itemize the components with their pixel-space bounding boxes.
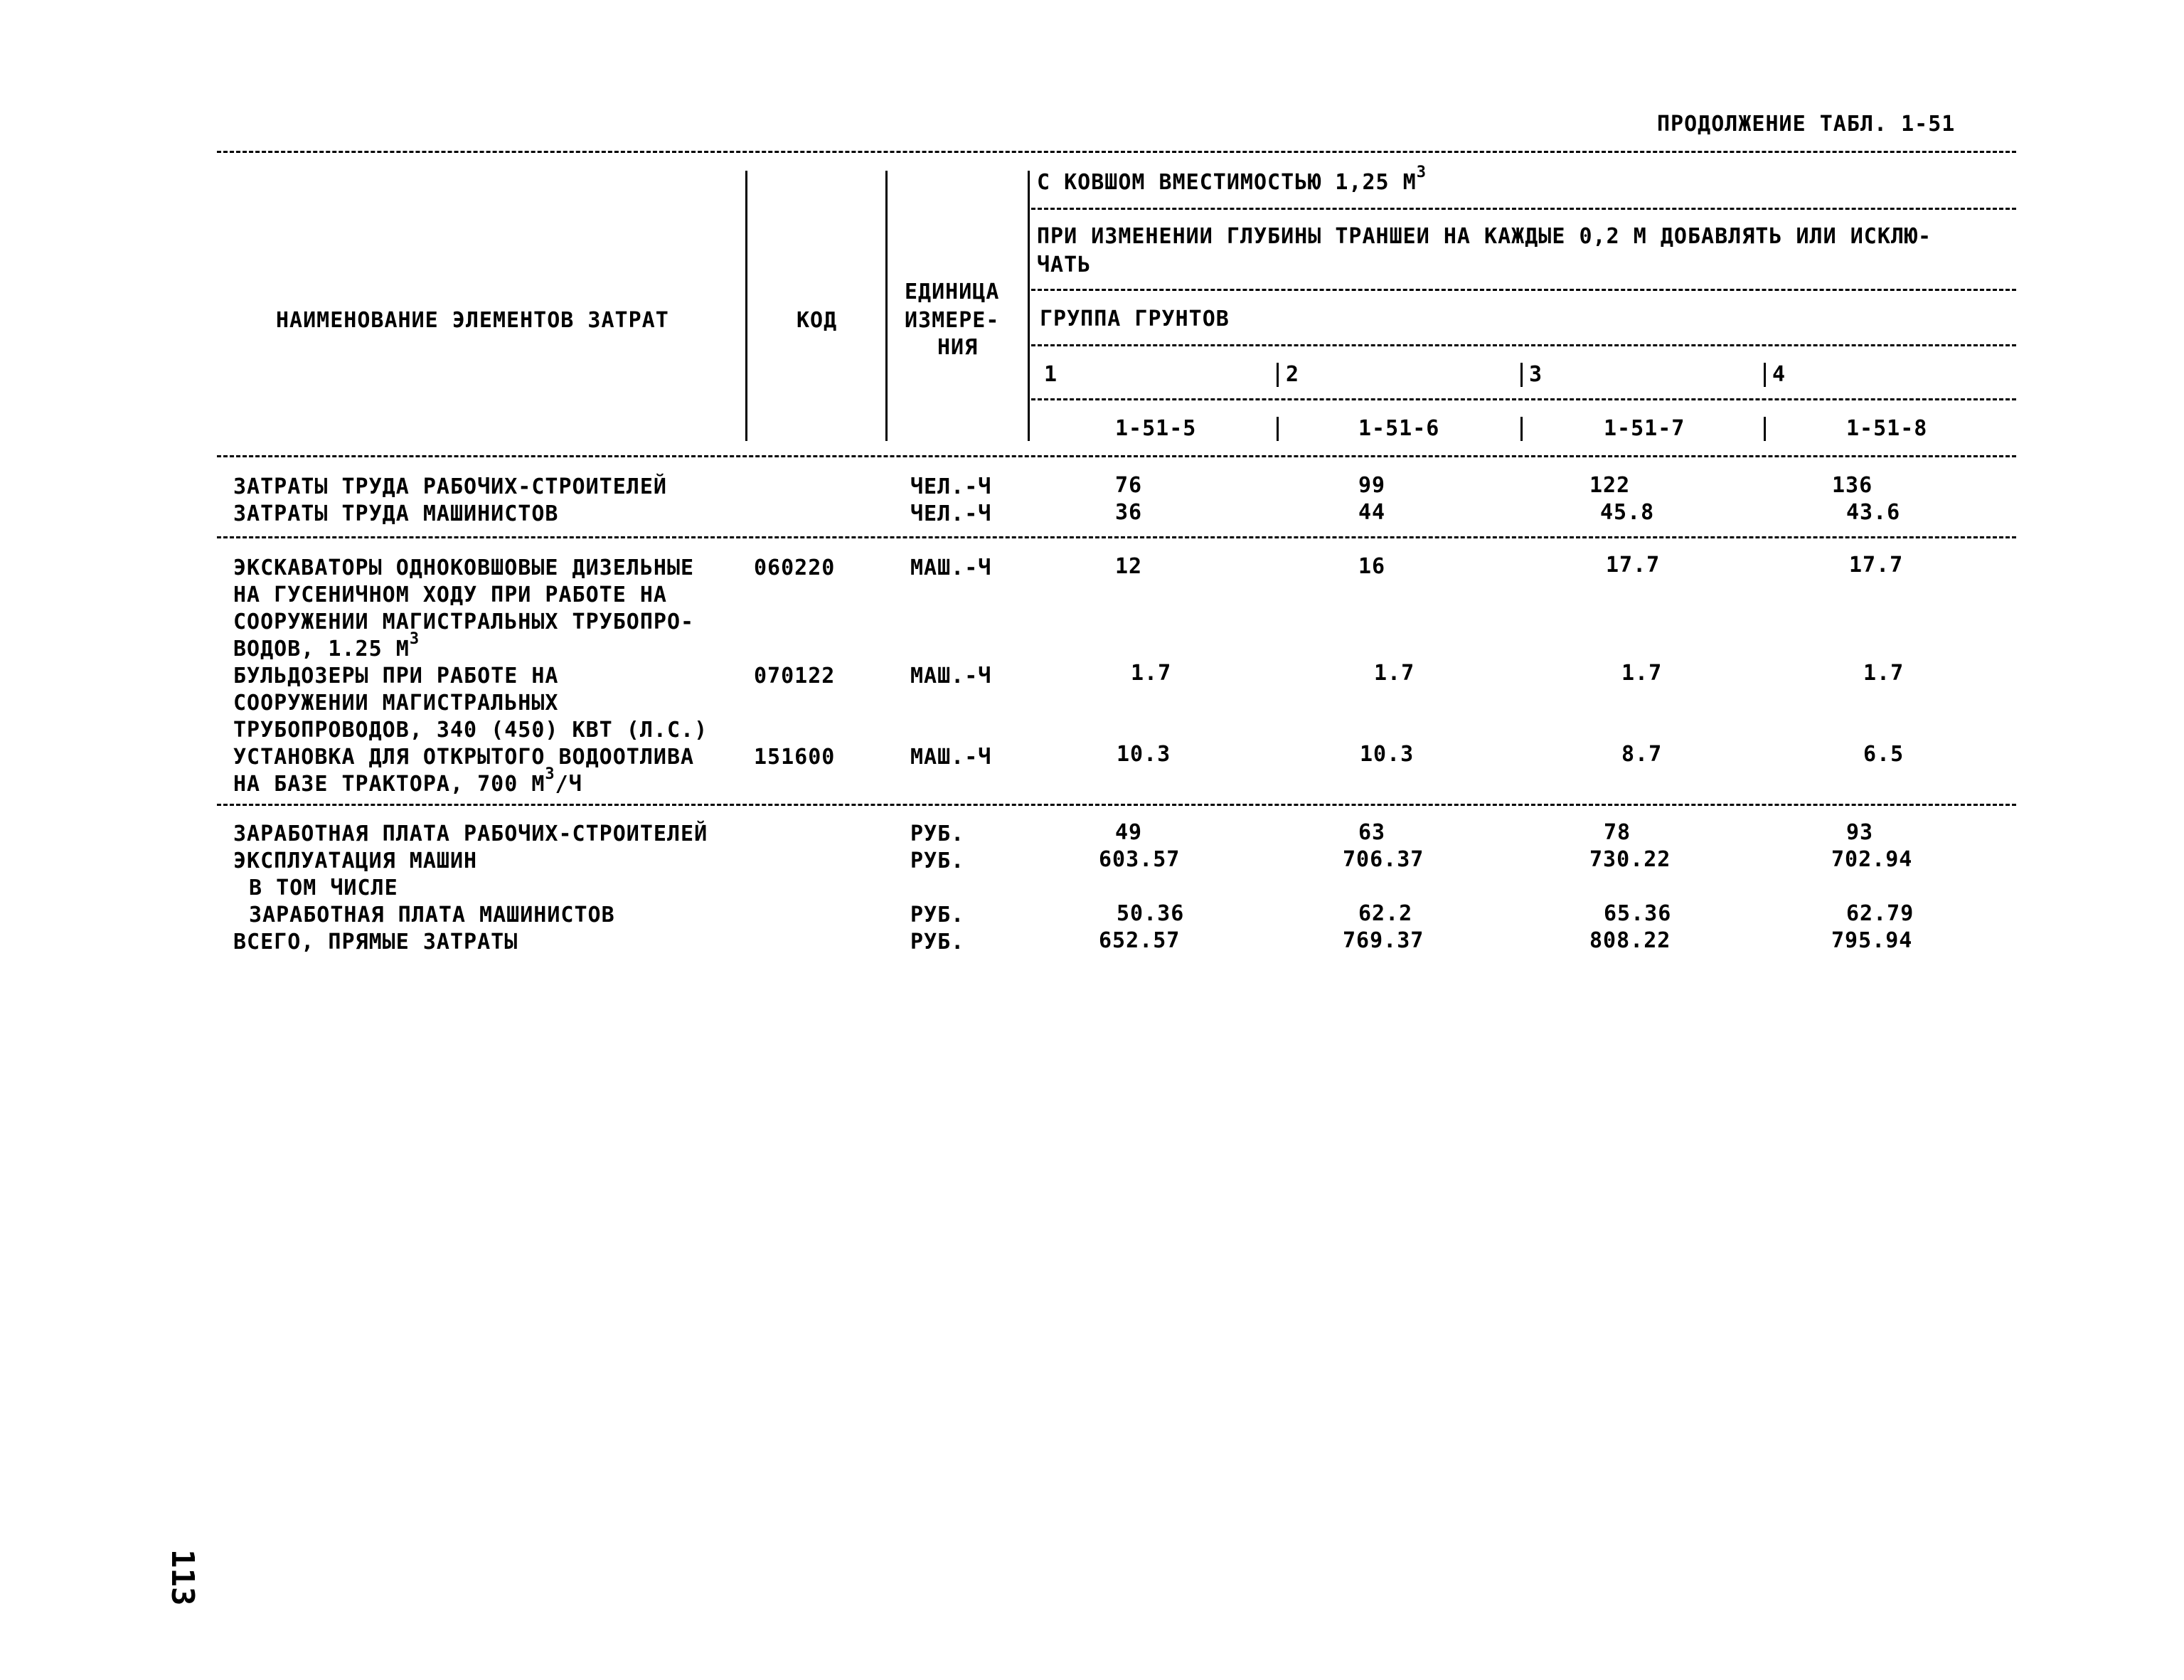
group-1: 1 bbox=[1044, 362, 1058, 387]
machine-excavator-val-3: 17.7 bbox=[1606, 553, 1661, 578]
machine-excavator-sup: 3 bbox=[409, 630, 420, 648]
cost-wages-val-4: 93 bbox=[1846, 820, 1874, 845]
page-header: ПРОДОЛЖЕНИЕ ТАБЛ. 1-51 bbox=[1657, 112, 1956, 137]
machine-excavator-val-4: 17.7 bbox=[1849, 553, 1904, 578]
labor-workers-val-2: 99 bbox=[1358, 473, 1386, 498]
machine-pump-val-4: 6.5 bbox=[1863, 742, 1905, 767]
labor-workers-name: ЗАТРАТЫ ТРУДА РАБОЧИХ-СТРОИТЕЛЕЙ bbox=[233, 474, 667, 499]
machine-excavator-line1: ЭКСКАВАТОРЫ ОДНОКОВШОВЫЕ ДИЗЕЛЬНЫЕ bbox=[233, 555, 695, 580]
cost-machines-name: ЭКСПЛУАТАЦИЯ МАШИН bbox=[233, 849, 478, 873]
machine-pump-line2-text: НА БАЗЕ ТРАКТОРА, 700 М bbox=[233, 772, 545, 797]
machine-excavator-line4-text: ВОДОВ, 1.25 М bbox=[233, 637, 410, 661]
cost-total-val-2: 769.37 bbox=[1343, 928, 1424, 953]
machine-bulldozer-val-4: 1.7 bbox=[1863, 661, 1905, 686]
machines-bottom-rule bbox=[217, 804, 2016, 806]
labor-operators-name: ЗАТРАТЫ ТРУДА МАШИНИСТОВ bbox=[233, 501, 559, 526]
cost-machines-val-1: 603.57 bbox=[1099, 847, 1181, 872]
cost-machines-val-3: 730.22 bbox=[1589, 847, 1671, 872]
machine-excavator-line4 bbox=[233, 630, 420, 663]
cost-total-name: ВСЕГО, ПРЯМЫЕ ЗАТРАТЫ bbox=[233, 930, 518, 955]
header-bucket-sup: 3 bbox=[1416, 164, 1427, 181]
code-divider-4 bbox=[1764, 417, 1766, 441]
code-2: 1-51-6 bbox=[1358, 416, 1440, 441]
cost-wages-val-2: 63 bbox=[1358, 820, 1386, 845]
cost-operator-wages-unit: РУБ. bbox=[910, 903, 965, 927]
header-rule-4 bbox=[1031, 398, 2016, 400]
machine-excavator-code: 060220 bbox=[754, 555, 836, 580]
machine-excavator-val-2: 16 bbox=[1358, 554, 1386, 579]
cost-wages-unit: РУБ. bbox=[910, 822, 965, 846]
header-rule-3 bbox=[1031, 344, 2016, 346]
labor-operators-val-4: 43.6 bbox=[1846, 500, 1901, 525]
machine-bulldozer-code: 070122 bbox=[754, 664, 836, 689]
machine-bulldozer-line1: БУЛЬДОЗЕРЫ ПРИ РАБОТЕ НА bbox=[233, 664, 559, 689]
cost-operator-wages-val-3: 65.36 bbox=[1604, 901, 1672, 926]
cost-total-val-1: 652.57 bbox=[1099, 928, 1181, 953]
group-2: 2 bbox=[1286, 362, 1300, 387]
group-divider-2 bbox=[1277, 363, 1279, 387]
header-bucket-text: С КОВШОМ ВМЕСТИМОСТЬЮ 1,25 М bbox=[1037, 170, 1417, 195]
machine-bulldozer-val-3: 1.7 bbox=[1621, 661, 1663, 686]
cost-total-unit: РУБ. bbox=[910, 930, 965, 955]
machine-pump-line2-unit: /Ч bbox=[555, 772, 582, 797]
code-1: 1-51-5 bbox=[1115, 416, 1197, 441]
labor-workers-val-1: 76 bbox=[1115, 473, 1143, 498]
header-bucket bbox=[1037, 164, 1427, 196]
cost-wages-val-3: 78 bbox=[1604, 820, 1631, 845]
machine-excavator-unit: МАШ.-Ч bbox=[910, 555, 992, 580]
header-divider-3 bbox=[1028, 171, 1030, 441]
header-unit-line3: НИЯ bbox=[937, 335, 979, 360]
machine-bulldozer-val-2: 1.7 bbox=[1374, 661, 1415, 686]
machine-excavator-line2: НА ГУСЕНИЧНОМ ХОДУ ПРИ РАБОТЕ НА bbox=[233, 583, 667, 607]
header-bottom-rule bbox=[217, 455, 2016, 457]
cost-total-val-3: 808.22 bbox=[1589, 928, 1671, 953]
labor-operators-val-3: 45.8 bbox=[1600, 500, 1655, 525]
labor-operators-unit: ЧЕЛ.-Ч bbox=[910, 501, 992, 526]
code-divider-2 bbox=[1277, 417, 1279, 441]
group-divider-3 bbox=[1520, 363, 1523, 387]
header-rule-2 bbox=[1031, 289, 2016, 291]
machine-bulldozer-line3: ТРУБОПРОВОДОВ, 340 (450) КВТ (Л.С.) bbox=[233, 718, 708, 743]
labor-workers-val-3: 122 bbox=[1589, 473, 1631, 498]
cost-operator-wages-val-1: 50.36 bbox=[1117, 901, 1185, 926]
header-depth-line1: ПРИ ИЗМЕНЕНИИ ГЛУБИНЫ ТРАНШЕИ НА КАЖДЫЕ 0,2 М ДОБАВЛЯТЬ ИЛИ ИСКЛЮ- bbox=[1037, 224, 1932, 249]
header-soil-group: ГРУППА ГРУНТОВ bbox=[1040, 307, 1230, 331]
cost-operator-wages-val-4: 62.79 bbox=[1846, 901, 1914, 926]
page-number: 113 bbox=[164, 1549, 201, 1606]
header-code: КОД bbox=[797, 308, 838, 333]
machine-pump-sup: 3 bbox=[545, 765, 555, 783]
labor-workers-unit: ЧЕЛ.-Ч bbox=[910, 474, 992, 499]
group-3: 3 bbox=[1529, 362, 1543, 387]
header-divider-2 bbox=[885, 171, 888, 441]
header-depth-line2: ЧАТЬ bbox=[1037, 252, 1092, 277]
machine-bulldozer-unit: МАШ.-Ч bbox=[910, 664, 992, 689]
machine-excavator-line3: СООРУЖЕНИИ МАГИСТРАЛЬНЫХ ТРУБОПРО- bbox=[233, 610, 695, 634]
labor-operators-val-1: 36 bbox=[1115, 500, 1143, 525]
header-unit-line2: ИЗМЕРЕ- bbox=[905, 308, 1000, 333]
machine-pump-line2 bbox=[233, 765, 582, 798]
header-unit-line1: ЕДИНИЦА bbox=[905, 280, 1000, 304]
labor-workers-val-4: 136 bbox=[1832, 473, 1873, 498]
code-3: 1-51-7 bbox=[1604, 416, 1685, 441]
header-divider-1 bbox=[745, 171, 747, 441]
cost-wages-val-1: 49 bbox=[1115, 820, 1143, 845]
cost-machines-unit: РУБ. bbox=[910, 849, 965, 873]
top-rule bbox=[217, 151, 2016, 153]
cost-total-val-4: 795.94 bbox=[1831, 928, 1913, 953]
machine-bulldozer-line2: СООРУЖЕНИИ МАГИСТРАЛЬНЫХ bbox=[233, 691, 559, 716]
group-4: 4 bbox=[1772, 362, 1786, 387]
cost-machines-val-2: 706.37 bbox=[1343, 847, 1424, 872]
machine-excavator-val-1: 12 bbox=[1115, 554, 1143, 579]
code-divider-3 bbox=[1520, 417, 1523, 441]
machine-bulldozer-val-1: 1.7 bbox=[1131, 661, 1172, 686]
group-divider-4 bbox=[1764, 363, 1766, 387]
machine-pump-code: 151600 bbox=[754, 745, 836, 770]
machine-pump-val-3: 8.7 bbox=[1621, 742, 1663, 767]
machine-pump-val-1: 10.3 bbox=[1117, 742, 1171, 767]
cost-operator-wages-name: ЗАРАБОТНАЯ ПЛАТА МАШИНИСТОВ bbox=[249, 903, 615, 927]
code-4: 1-51-8 bbox=[1846, 416, 1928, 441]
machine-pump-unit: МАШ.-Ч bbox=[910, 745, 992, 770]
header-rule-1 bbox=[1031, 208, 2016, 210]
labor-operators-val-2: 44 bbox=[1358, 500, 1386, 525]
header-name: НАИМЕНОВАНИЕ ЭЛЕМЕНТОВ ЗАТРАТ bbox=[276, 308, 669, 333]
cost-including-label: В ТОМ ЧИСЛЕ bbox=[249, 876, 398, 900]
cost-operator-wages-val-2: 62.2 bbox=[1358, 901, 1413, 926]
cost-wages-name: ЗАРАБОТНАЯ ПЛАТА РАБОЧИХ-СТРОИТЕЛЕЙ bbox=[233, 822, 708, 846]
machine-pump-val-2: 10.3 bbox=[1360, 742, 1415, 767]
cost-machines-val-4: 702.94 bbox=[1831, 847, 1913, 872]
machine-pump-line1: УСТАНОВКА ДЛЯ ОТКРЫТОГО ВОДООТЛИВА bbox=[233, 745, 695, 770]
labor-bottom-rule bbox=[217, 536, 2016, 538]
